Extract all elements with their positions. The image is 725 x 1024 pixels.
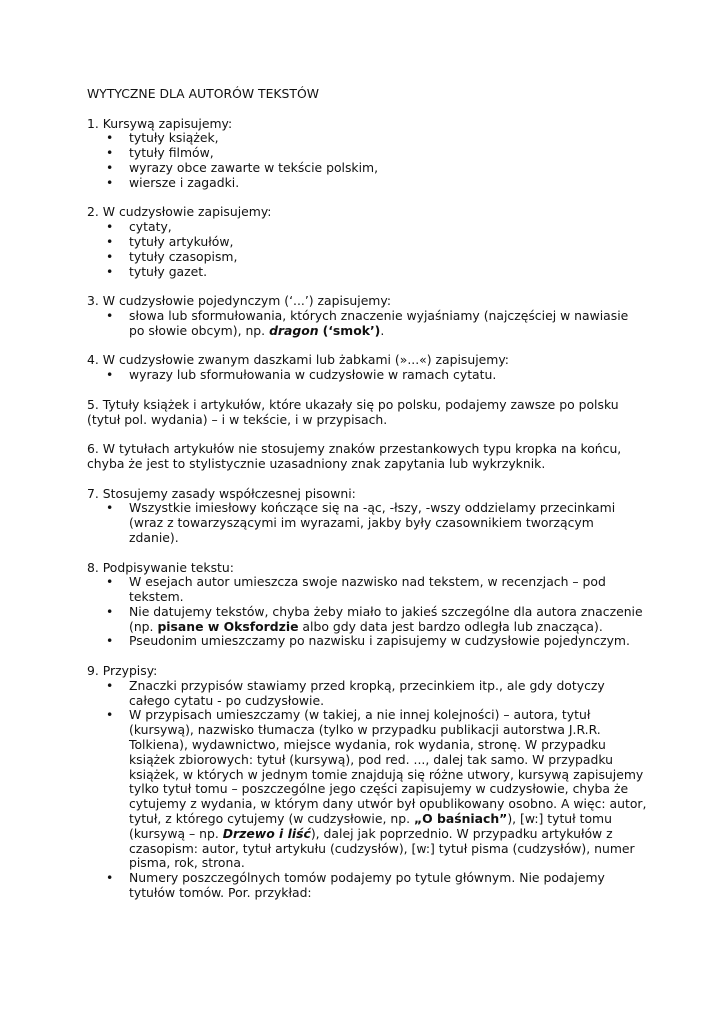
section-5-text: 5. Tytuły książek i artykułów, które ukazały się po polsku, podajemy zawsze po polsku (tytuł pol. wydania) – i w tekście, i w przypisach.: [87, 396, 619, 427]
item-text: ), [w:] tytuł tomu (kursywą – np.: [129, 811, 612, 841]
item-text: W przypisach umieszczamy (w takiej, a nie innej kolejności) – autora, tytuł (kursywą), nazwisko tłumacza (tylko w przypadku publikacji autorstwa J.R.R. Tolkiena), wydawnictwo, miejsce wydania, rok wydania, stronę. W przypadku książek zbiorowych: tytuł (kursywą), pod red. ..., dalej tak samo. W przypadku książek, w których w jednym tomie znajdują się różne utwory, kursywą zapisujemy tylko tytuł tomu – poszczególne jego części zapisujemy w cudzysłowie, chyba że cytujemy z wydania, w którym dany utwór był opublikowany osobno. A więc: autor, tytuł, z którego cytujemy (w cudzysłowie, np.: [129, 707, 647, 827]
item-text: słowa lub sformułowania, których znaczenie wyjaśniamy (najczęściej w nawiasie po słowie obcym), np.: [129, 307, 629, 338]
item-end: .: [380, 322, 385, 338]
list-item: • tytuły artykułów,: [87, 235, 647, 250]
item-emphasis-oksford: pisane w Oksfordzie: [157, 618, 299, 634]
list-item: • wiersze i zagadki.: [87, 176, 647, 191]
item-emphasis-dragon: dragon: [269, 322, 319, 338]
section-5: [87, 398, 647, 428]
section-7: [87, 487, 647, 546]
section-6: [87, 442, 647, 472]
item-text: Nie datujemy tekstów, chyba żeby miało to jakieś szczególne dla autora znaczenie (np.: [129, 603, 643, 634]
section-4-heading: 4. W cudzysłowie zwanym daszkami lub żabkami (»...«) zapisujemy:: [87, 352, 509, 368]
section-2-list: [87, 220, 647, 279]
list-item: [87, 605, 647, 635]
section-4: [87, 353, 647, 383]
list-item: • Znaczki przypisów stawiamy przed kropką, przecinkiem itp., ale gdy dotyczy całego cytatu - po cudzysłowie.: [87, 679, 647, 709]
section-7-list: [87, 501, 647, 545]
section-9-heading: 9. Przypisy:: [87, 663, 158, 679]
section-2: [87, 205, 647, 279]
list-item: [87, 708, 647, 871]
list-item: • W esejach autor umieszcza swoje nazwisko nad tekstem, w recenzjach – pod tekstem.: [87, 575, 647, 605]
list-item: • Numery poszczególnych tomów podajemy po tytule głównym. Nie podajemy tytułów tomów. Por. przykład:: [87, 871, 647, 901]
section-8-list: [87, 575, 647, 649]
section-1-list: [87, 131, 647, 190]
document-title: WYTYCZNE DLA AUTORÓW TEKSTÓW: [87, 86, 319, 101]
list-item: • wyrazy lub sformułowania w cudzysłowie w ramach cytatu.: [87, 368, 647, 383]
section-6-text: 6. W tytułach artykułów nie stosujemy znaków przestankowych typu kropka na końcu, chyba że jest to stylistycznie uzasadniony znak zapytania lub wykrzyknik.: [87, 441, 622, 471]
item-emphasis-smok: (‘smok’): [322, 322, 381, 338]
list-item: • tytuły filmów,: [87, 146, 647, 161]
section-9-list: [87, 679, 647, 901]
section-2-heading: 2. W cudzysłowie zapisujemy:: [87, 204, 272, 220]
section-3-heading: 3. W cudzysłowie pojedynczym (‘...’) zapisujemy:: [87, 293, 391, 309]
section-8-heading: 8. Podpisywanie tekstu:: [87, 559, 234, 575]
section-3: [87, 294, 647, 338]
item-emphasis-drzewo-i-lisc: Drzewo i liść: [222, 825, 311, 841]
section-3-list: [87, 309, 647, 339]
item-text: albo gdy data jest bardzo odległa lub znacząca).: [298, 618, 603, 634]
section-4-list: [87, 368, 647, 383]
section-1: [87, 117, 647, 191]
section-8: [87, 561, 647, 650]
section-9: [87, 664, 647, 901]
section-1-heading: 1. Kursywą zapisujemy:: [87, 115, 233, 131]
document-page: [87, 87, 647, 901]
item-emphasis-o-basniach: „O baśniach”: [413, 811, 508, 827]
list-item: • tytuły czasopism,: [87, 250, 647, 265]
list-item: • wyrazy obce zawarte w tekście polskim,: [87, 161, 647, 176]
item-text: ), dalej jak poprzednio. W przypadku artykułów z czasopism: autor, tytuł artykułu (cudzysłów), [w:] tytuł pisma (cudzysłów), numer pisma, rok, strona.: [129, 825, 635, 871]
list-item: • Pseudonim umieszczamy po nazwisku i zapisujemy w cudzysłowie pojedynczym.: [87, 634, 647, 649]
list-item: • tytuły książek,: [87, 131, 647, 146]
section-7-heading: 7. Stosujemy zasady współczesnej pisowni:: [87, 485, 356, 501]
list-item: • Wszystkie imiesłowy kończące się na -ąc, -łszy, -wszy oddzielamy przecinkami (wraz z towarzyszącymi im wyrazami, jakby były czasownikiem tworzącym zdanie).: [87, 501, 647, 545]
list-item: [87, 309, 647, 339]
list-item: • tytuły gazet.: [87, 265, 647, 280]
list-item: • cytaty,: [87, 220, 647, 235]
